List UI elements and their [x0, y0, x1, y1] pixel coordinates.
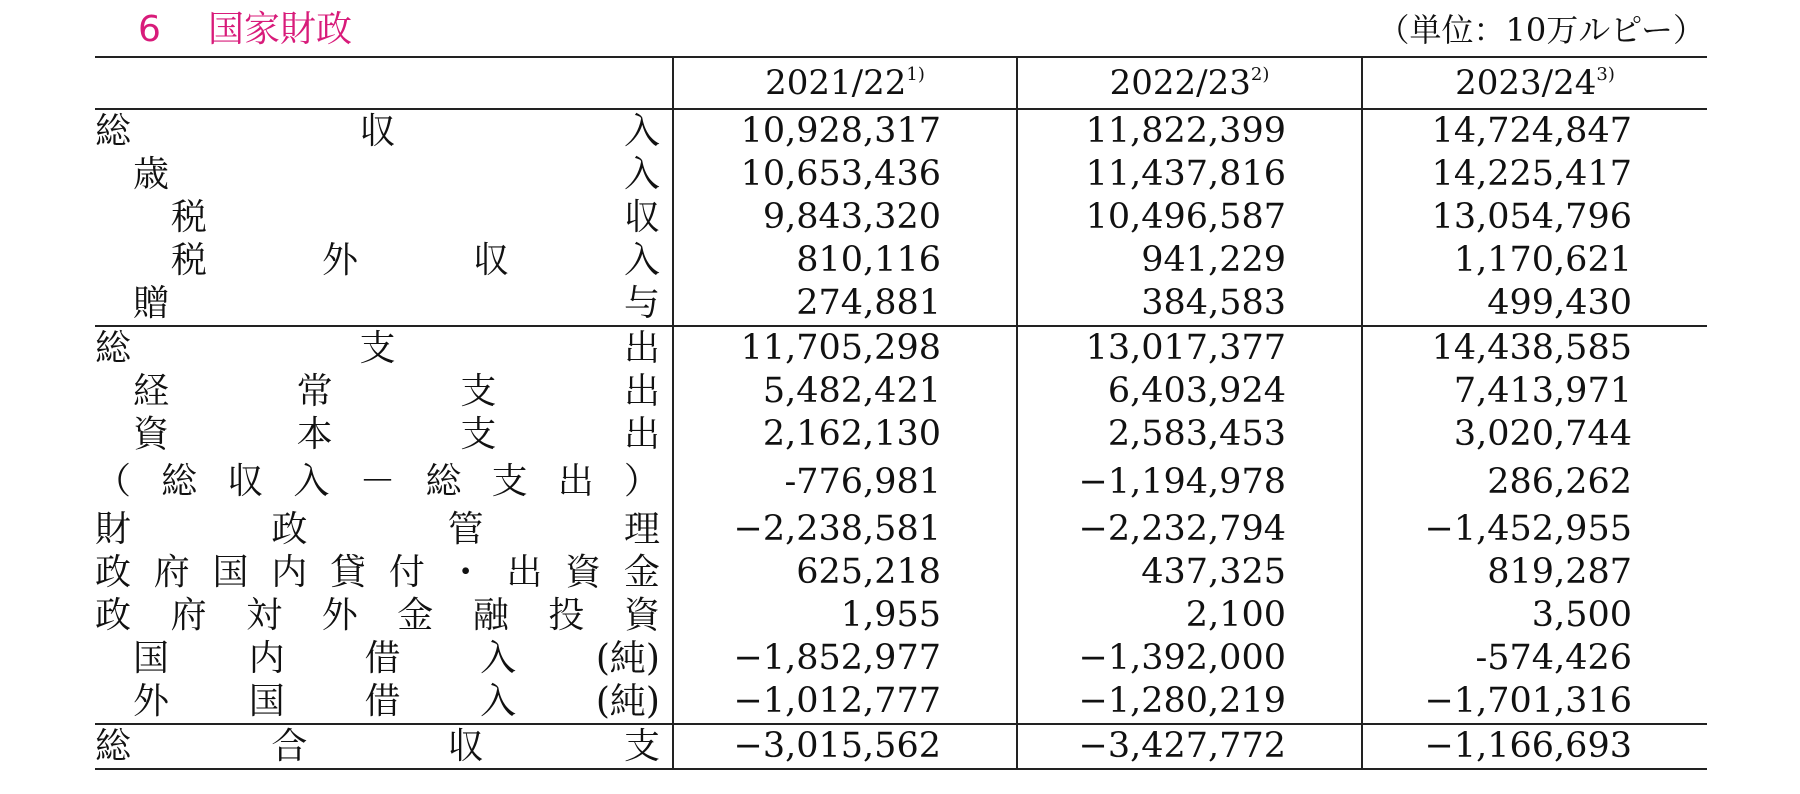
value-cell: −2,238,581: [673, 508, 1017, 551]
table-row: [95, 551, 1707, 594]
value-cell: 14,724,847: [1362, 109, 1707, 153]
value-cell: 625,218: [673, 551, 1017, 594]
value-cell: 5,482,421: [673, 370, 1017, 413]
table-row: [95, 637, 1707, 680]
row-label: 経 常 支 出: [133, 371, 660, 412]
value-cell: 11,705,298: [673, 326, 1017, 370]
header-blank-cell: [95, 57, 673, 109]
column-header: [1017, 57, 1362, 109]
row-label-cell: [95, 196, 673, 239]
value-cell: 437,325: [1017, 551, 1362, 594]
header-row: [95, 57, 1707, 109]
value-cell: 11,822,399: [1017, 109, 1362, 153]
row-label-cell: [95, 413, 673, 456]
value-cell: 14,438,585: [1362, 326, 1707, 370]
table-row: [95, 153, 1707, 196]
value-cell: 10,496,587: [1017, 196, 1362, 239]
table-row: [95, 109, 1707, 153]
row-label: （ 総 収 入 － 総 支 出 ）: [95, 461, 660, 502]
value-cell: 6,403,924: [1017, 370, 1362, 413]
value-cell: 10,653,436: [673, 153, 1017, 196]
value-cell: −1,392,000: [1017, 637, 1362, 680]
value-cell: 1,170,621: [1362, 239, 1707, 282]
row-label-cell: [95, 680, 673, 724]
row-label: 財 政 管 理: [95, 509, 660, 550]
value-cell: −1,166,693: [1362, 724, 1707, 769]
column-header: [673, 57, 1017, 109]
column-header-note: 2): [1250, 64, 1270, 85]
value-cell: −1,012,777: [673, 680, 1017, 724]
value-cell: 2,100: [1017, 594, 1362, 637]
fiscal-table: [95, 56, 1707, 770]
row-label: 贈 与: [133, 283, 660, 324]
row-label: 税 収: [171, 197, 660, 238]
table-row: [95, 724, 1707, 769]
value-cell: 384,583: [1017, 282, 1362, 326]
value-cell: −3,015,562: [673, 724, 1017, 769]
row-label-cell: [95, 724, 673, 769]
value-cell: 2,162,130: [673, 413, 1017, 456]
column-header: [1362, 57, 1707, 109]
table-row: [95, 680, 1707, 724]
value-cell: −3,427,772: [1017, 724, 1362, 769]
value-cell: 274,881: [673, 282, 1017, 326]
value-cell: −2,232,794: [1017, 508, 1362, 551]
row-label: 外 国 借 入 (純): [133, 681, 660, 722]
table-row: [95, 594, 1707, 637]
value-cell: 9,843,320: [673, 196, 1017, 239]
value-cell: 810,116: [673, 239, 1017, 282]
section-title: 国家財政: [208, 9, 353, 50]
value-cell: 499,430: [1362, 282, 1707, 326]
value-cell: 3,020,744: [1362, 413, 1707, 456]
value-cell: 819,287: [1362, 551, 1707, 594]
table-row: [95, 239, 1707, 282]
table-row: [95, 413, 1707, 456]
row-label: 政 府 国 内 貸 付 ・ 出 資 金: [95, 552, 660, 593]
row-label: 資 本 支 出: [133, 414, 660, 455]
row-label-cell: [95, 239, 673, 282]
value-cell: -776,981: [673, 456, 1017, 508]
row-label: 歳 入: [133, 154, 660, 195]
value-cell: 1,955: [673, 594, 1017, 637]
column-header-label: 2021/22: [765, 63, 907, 103]
section-number: 6: [138, 9, 161, 50]
row-label-cell: [95, 370, 673, 413]
row-label-cell: [95, 594, 673, 637]
value-cell: −1,852,977: [673, 637, 1017, 680]
table-row: [95, 508, 1707, 551]
value-cell: 941,229: [1017, 239, 1362, 282]
value-cell: −1,194,978: [1017, 456, 1362, 508]
row-label-cell: [95, 282, 673, 326]
value-cell: 2,583,453: [1017, 413, 1362, 456]
table-row: [95, 456, 1707, 508]
table-row: [95, 326, 1707, 370]
unit-note: （単位：10万ルピー）: [1377, 11, 1705, 49]
row-label: 税 外 収 入: [171, 240, 660, 281]
column-header-note: 3): [1596, 64, 1615, 85]
value-cell: -574,426: [1362, 637, 1707, 680]
table-row: [95, 370, 1707, 413]
value-cell: 11,437,816: [1017, 153, 1362, 196]
column-header-label: 2022/23: [1109, 63, 1251, 103]
value-cell: −1,452,955: [1362, 508, 1707, 551]
section-heading: [138, 6, 352, 54]
row-label-cell: [95, 109, 673, 153]
value-cell: −1,280,219: [1017, 680, 1362, 724]
table-row: [95, 196, 1707, 239]
row-label: 国 内 借 入 (純): [133, 638, 660, 679]
value-cell: −1,701,316: [1362, 680, 1707, 724]
value-cell: 3,500: [1362, 594, 1707, 637]
row-label-cell: [95, 456, 673, 508]
row-label: 政 府 対 外 金 融 投 資: [95, 595, 660, 636]
row-label: 総 支 出: [95, 328, 660, 369]
row-label-cell: [95, 326, 673, 370]
row-label-cell: [95, 153, 673, 196]
row-label-cell: [95, 508, 673, 551]
column-header-label: 2023/24: [1455, 63, 1597, 103]
table-row: [95, 282, 1707, 326]
value-cell: 10,928,317: [673, 109, 1017, 153]
value-cell: 286,262: [1362, 456, 1707, 508]
row-label: 総 収 入: [95, 111, 660, 152]
column-header-note: 1): [906, 64, 925, 85]
value-cell: 14,225,417: [1362, 153, 1707, 196]
row-label-cell: [95, 551, 673, 594]
value-cell: 13,017,377: [1017, 326, 1362, 370]
row-label: 総 合 収 支: [95, 726, 660, 767]
row-label-cell: [95, 637, 673, 680]
value-cell: 13,054,796: [1362, 196, 1707, 239]
value-cell: 7,413,971: [1362, 370, 1707, 413]
